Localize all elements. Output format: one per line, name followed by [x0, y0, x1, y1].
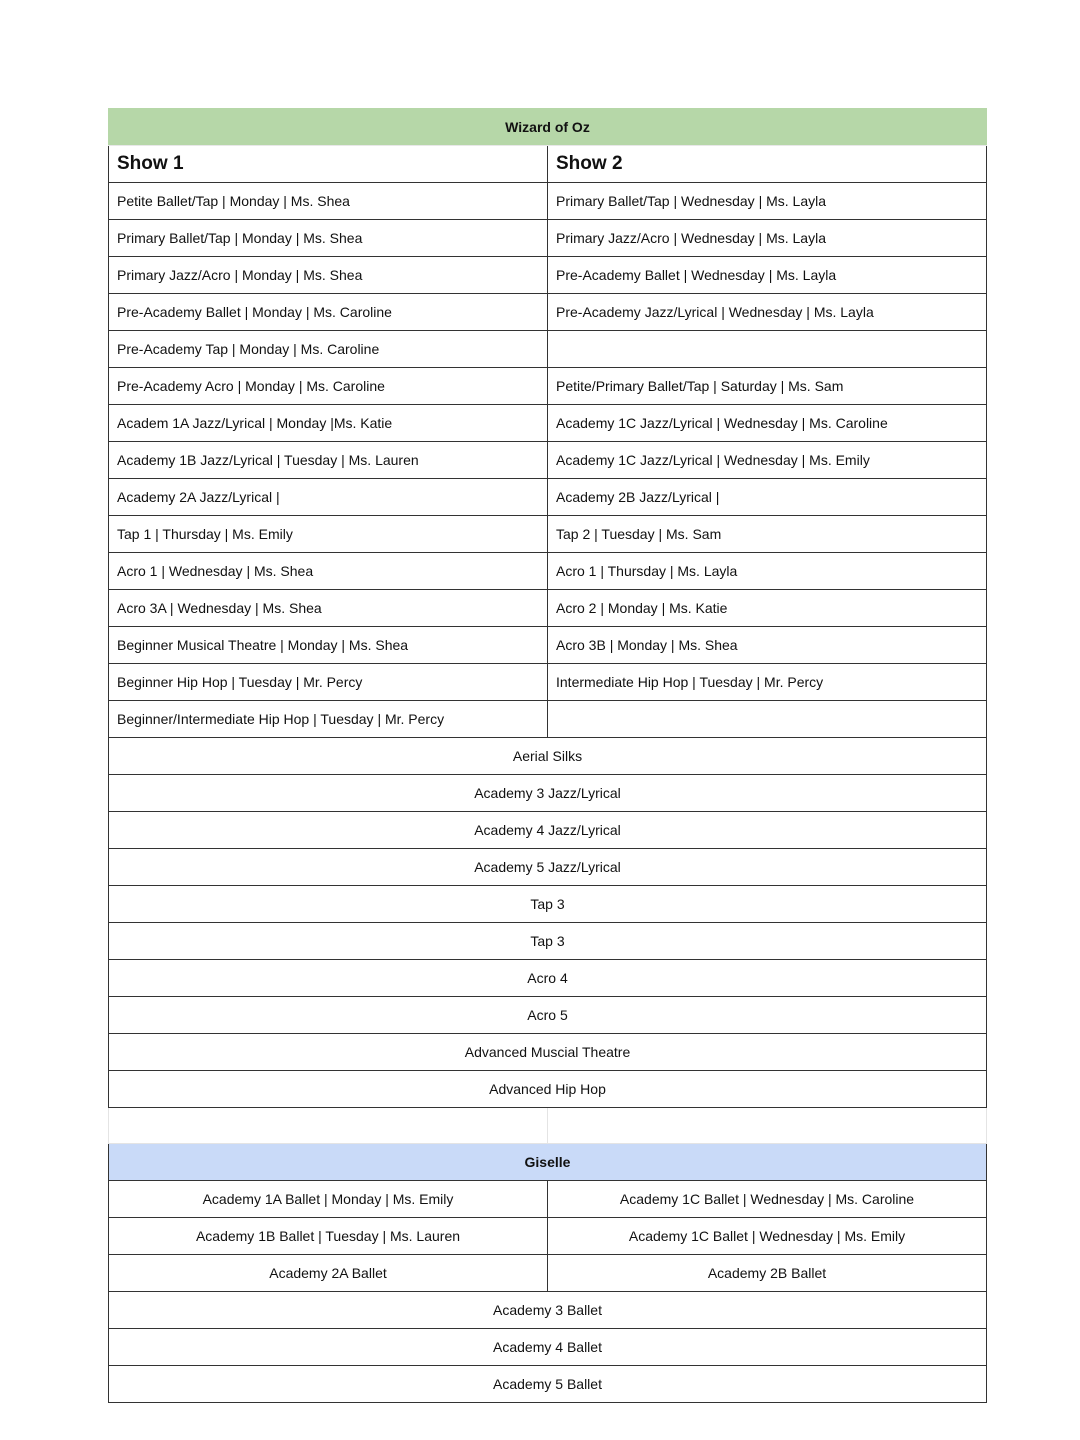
class-cell: Academy 1B Ballet | Tuesday | Ms. Lauren	[109, 1218, 548, 1255]
class-cell: Pre-Academy Acro | Monday | Ms. Caroline	[109, 368, 548, 405]
table-row	[109, 1034, 987, 1071]
class-cell: Beginner Hip Hop | Tuesday | Mr. Percy	[109, 664, 548, 701]
class-cell: Primary Jazz/Acro | Monday | Ms. Shea	[109, 257, 548, 294]
class-cell: Pre-Academy Ballet | Monday | Ms. Caroline	[109, 294, 548, 331]
table-row	[109, 442, 987, 479]
schedule-table	[108, 108, 987, 1403]
class-cell: Academy 2B Jazz/Lyrical |	[548, 479, 987, 516]
class-cell: Petite/Primary Ballet/Tap | Saturday | Ms. Sam	[548, 368, 987, 405]
class-cell: Beginner/Intermediate Hip Hop | Tuesday | Mr. Percy	[109, 701, 548, 738]
table-row	[109, 553, 987, 590]
giselle-title: Giselle	[109, 1144, 987, 1181]
class-cell: Acro 2 | Monday | Ms. Katie	[548, 590, 987, 627]
class-cell	[548, 331, 987, 368]
class-cell: Tap 2 | Tuesday | Ms. Sam	[548, 516, 987, 553]
class-cell: Acro 1 | Wednesday | Ms. Shea	[109, 553, 548, 590]
table-row	[109, 368, 987, 405]
table-row	[109, 1255, 987, 1292]
class-cell: Academy 4 Ballet	[109, 1329, 987, 1366]
table-row	[109, 220, 987, 257]
class-cell: Academy 2A Ballet	[109, 1255, 548, 1292]
table-row	[109, 886, 987, 923]
table-row	[109, 1292, 987, 1329]
class-cell: Tap 3	[109, 923, 987, 960]
class-cell: Acro 3A | Wednesday | Ms. Shea	[109, 590, 548, 627]
class-cell: Academy 1A Ballet | Monday | Ms. Emily	[109, 1181, 548, 1218]
class-cell: Academy 2B Ballet	[548, 1255, 987, 1292]
class-cell: Beginner Musical Theatre | Monday | Ms. Shea	[109, 627, 548, 664]
table-row	[109, 812, 987, 849]
table-row	[109, 849, 987, 886]
class-cell	[548, 701, 987, 738]
table-row	[109, 257, 987, 294]
class-cell: Acro 3B | Monday | Ms. Shea	[548, 627, 987, 664]
class-cell: Pre-Academy Ballet | Wednesday | Ms. Layla	[548, 257, 987, 294]
class-cell: Pre-Academy Jazz/Lyrical | Wednesday | Ms. Layla	[548, 294, 987, 331]
table-row	[109, 294, 987, 331]
giselle-title-row	[109, 1144, 987, 1181]
class-cell: Academy 1C Jazz/Lyrical | Wednesday | Ms. Caroline	[548, 405, 987, 442]
class-cell: Primary Ballet/Tap | Wednesday | Ms. Layla	[548, 183, 987, 220]
class-cell: Academy 4 Jazz/Lyrical	[109, 812, 987, 849]
table-row	[109, 516, 987, 553]
table-row	[109, 997, 987, 1034]
table-row	[109, 1329, 987, 1366]
wizard-title: Wizard of Oz	[109, 109, 987, 146]
table-row	[109, 738, 987, 775]
table-row	[109, 183, 987, 220]
empty-cell	[109, 1108, 548, 1144]
class-cell: Academy 1B Jazz/Lyrical | Tuesday | Ms. Lauren	[109, 442, 548, 479]
table-row	[109, 1181, 987, 1218]
table-row	[109, 405, 987, 442]
class-cell: Advanced Muscial Theatre	[109, 1034, 987, 1071]
table-row	[109, 331, 987, 368]
class-cell: Academy 5 Jazz/Lyrical	[109, 849, 987, 886]
class-cell: Acro 1 | Thursday | Ms. Layla	[548, 553, 987, 590]
empty-cell	[548, 1108, 987, 1144]
class-cell: Tap 3	[109, 886, 987, 923]
table-row	[109, 923, 987, 960]
show-header-row	[109, 146, 987, 183]
class-cell: Academy 2A Jazz/Lyrical |	[109, 479, 548, 516]
class-cell: Acro 5	[109, 997, 987, 1034]
table-row	[109, 479, 987, 516]
show2-header: Show 2	[548, 146, 987, 183]
class-cell: Academy 1C Jazz/Lyrical | Wednesday | Ms. Emily	[548, 442, 987, 479]
table-row	[109, 775, 987, 812]
class-cell: Academy 3 Ballet	[109, 1292, 987, 1329]
class-cell: Aerial Silks	[109, 738, 987, 775]
class-cell: Advanced Hip Hop	[109, 1071, 987, 1108]
spacer-row	[109, 1108, 987, 1144]
class-cell: Acro 4	[109, 960, 987, 997]
table-row	[109, 590, 987, 627]
table-row	[109, 1218, 987, 1255]
class-cell: Academy 3 Jazz/Lyrical	[109, 775, 987, 812]
table-row	[109, 627, 987, 664]
class-cell: Intermediate Hip Hop | Tuesday | Mr. Percy	[548, 664, 987, 701]
wizard-title-row	[109, 109, 987, 146]
table-row	[109, 1071, 987, 1108]
class-cell: Primary Ballet/Tap | Monday | Ms. Shea	[109, 220, 548, 257]
class-cell: Primary Jazz/Acro | Wednesday | Ms. Layla	[548, 220, 987, 257]
class-cell: Academy 5 Ballet	[109, 1366, 987, 1403]
class-cell: Academ 1A Jazz/Lyrical | Monday |Ms. Katie	[109, 405, 548, 442]
class-cell: Academy 1C Ballet | Wednesday | Ms. Caroline	[548, 1181, 987, 1218]
class-cell: Academy 1C Ballet | Wednesday | Ms. Emily	[548, 1218, 987, 1255]
table-row	[109, 664, 987, 701]
table-row	[109, 1366, 987, 1403]
class-cell: Tap 1 | Thursday | Ms. Emily	[109, 516, 548, 553]
class-cell: Petite Ballet/Tap | Monday | Ms. Shea	[109, 183, 548, 220]
table-row	[109, 701, 987, 738]
table-row	[109, 960, 987, 997]
show1-header: Show 1	[109, 146, 548, 183]
class-cell: Pre-Academy Tap | Monday | Ms. Caroline	[109, 331, 548, 368]
